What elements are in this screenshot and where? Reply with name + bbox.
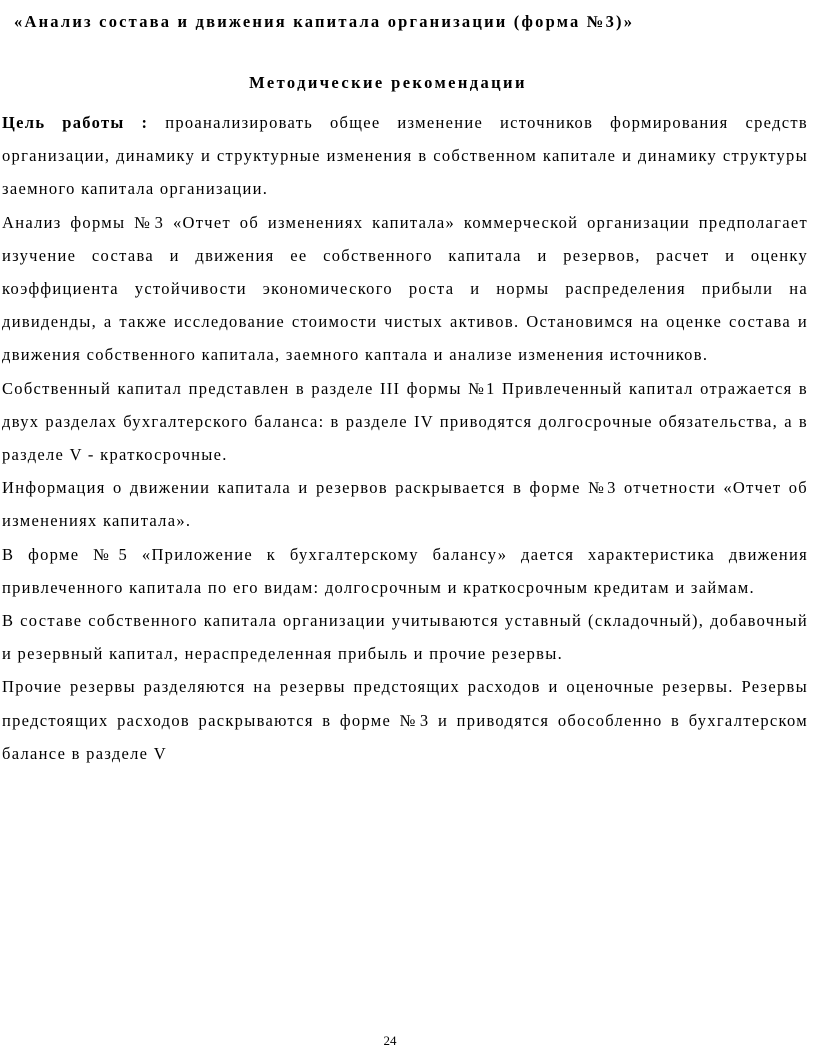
goal-lead: Цель работы : bbox=[2, 113, 149, 132]
paragraph-capital-movement: Информация о движении капитала и резервов раскрывается в форме №3 отчетности «Отчет об изменениях капитала». bbox=[2, 478, 808, 531]
document-body bbox=[2, 106, 808, 770]
page-number: 24 bbox=[383, 1033, 397, 1048]
goal-paragraph bbox=[2, 106, 808, 206]
document-subtitle: Методические рекомендации bbox=[249, 73, 527, 92]
paragraph-analysis: Анализ формы №3 «Отчет об изменениях капитала» коммерческой организации предполагает изучение состава и движения ее собственного капитала и резервов, расчет и оценку коэффициента устойчивости экономического роста и нормы распределения прибыли на дивиденды, а также исследование стоимости чистых активов. Остановимся на оценке состава и движения собственного капитала, заемного каптала и анализе изменения источников. bbox=[2, 212, 808, 365]
paragraph-other-reserves: Прочие резервы разделяются на резервы предстоящих расходов и оценочные резервы. Резервы предстоящих расходов раскрываются в форме №3 и приводятся обособленно в бухгалтерском балансе в разделе V bbox=[2, 677, 808, 763]
paragraph-capital-composition: В составе собственного капитала организации учитываются уставный (складочный), добавочный и резервный капитал, нераспределенная прибыль и прочие резервы. bbox=[2, 611, 808, 664]
paragraph-own-capital: Собственный капитал представлен в разделе III формы №1 Привлеченный капитал отражается в двух разделах бухгалтерского баланса: в разделе IV приводятся долгосрочные обязательства, а в разделе V - краткосрочные. bbox=[2, 378, 808, 465]
paragraph-form-5: В форме №5 «Приложение к бухгалтерскому балансу» дается характеристика движения привлеченного капитала по его видам: долгосрочным и краткосрочным кредитам и займам. bbox=[2, 544, 808, 597]
goal-text: проанализировать общее изменение источников формирования средств организации, динамику и структурные изменения в собственном капитале и динамику структуры заемного капитала организации. bbox=[2, 113, 808, 199]
document-title: «Анализ состава и движения капитала организации (форма №3)» bbox=[14, 12, 635, 31]
